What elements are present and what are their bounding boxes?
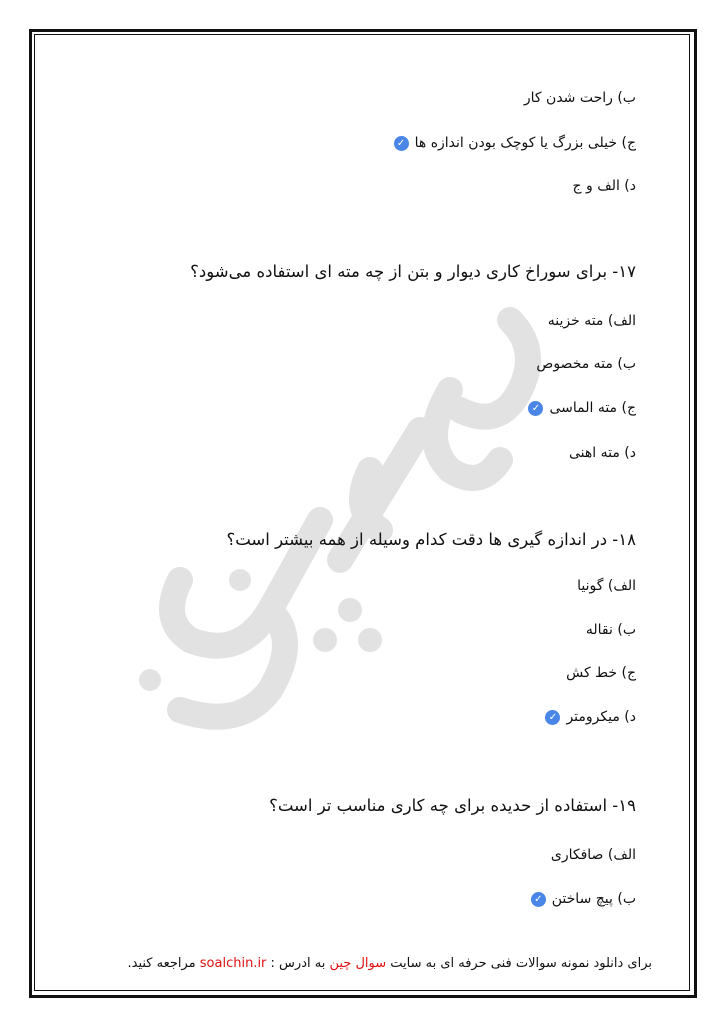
answer-option-text: الف) گونیا [577,578,636,594]
question-title [226,530,636,550]
footer-site-link[interactable]: سوال چین [329,956,387,971]
check-badge-icon: ✓ [531,892,546,907]
footer [127,956,652,971]
answer-option [548,311,636,331]
question-title-text: ۱۹- استفاده از حدیده برای چه کاری مناسب تر است؟ [269,796,636,815]
answer-option [577,576,636,596]
answer-option [551,845,636,865]
answer-option-text: د) الف و ج [572,178,636,194]
question-title-text: ۱۷- برای سوراخ کاری دیوار و بتن از چه مته ای استفاده می‌شود؟ [190,262,636,281]
answer-option [394,133,636,153]
answer-option [569,443,636,463]
answer-option [528,398,636,418]
footer-url-link[interactable]: soalchin.ir [199,956,267,971]
question-title [269,796,636,816]
answer-option-text: ب) راحت شدن کار [523,90,636,106]
answer-option-text: ج) خیلی بزرگ یا کوچک بودن اندازه ها [414,135,636,151]
answer-option-text: الف) صافکاری [550,847,636,863]
answer-option [545,707,636,727]
footer-text: به ادرس : [266,956,330,971]
answer-option [536,354,636,374]
answer-option [566,663,636,683]
watermark-logo [120,280,580,760]
check-badge-icon: ✓ [528,401,543,416]
question-title [190,262,636,282]
answer-option-text: د) مته اهنی [569,445,636,461]
footer-text: برای دانلود نمونه سوالات فنی حرفه ای به سایت [386,956,652,971]
answer-option [531,889,636,909]
answer-option-text: ب) نقاله [585,622,636,638]
answer-option [524,88,636,108]
check-badge-icon: ✓ [394,136,409,151]
answer-option-text: ج) خط کش [566,665,636,681]
answer-option [586,620,636,640]
answer-option-text: ج) مته الماسی [549,400,636,416]
answer-option-text: د) میکرومتر [566,709,636,725]
answer-option-text: الف) مته خزینه [547,313,636,329]
question-title-text: ۱۸- در اندازه گیری ها دقت کدام وسیله از همه بیشتر است؟ [226,530,636,549]
answer-option-text: ب) پیچ ساختن [551,891,636,907]
answer-option-text: ب) مته مخصوص [536,356,636,372]
check-badge-icon: ✓ [545,710,560,725]
footer-text: مراجعه کنید. [127,956,200,971]
answer-option [573,176,637,196]
